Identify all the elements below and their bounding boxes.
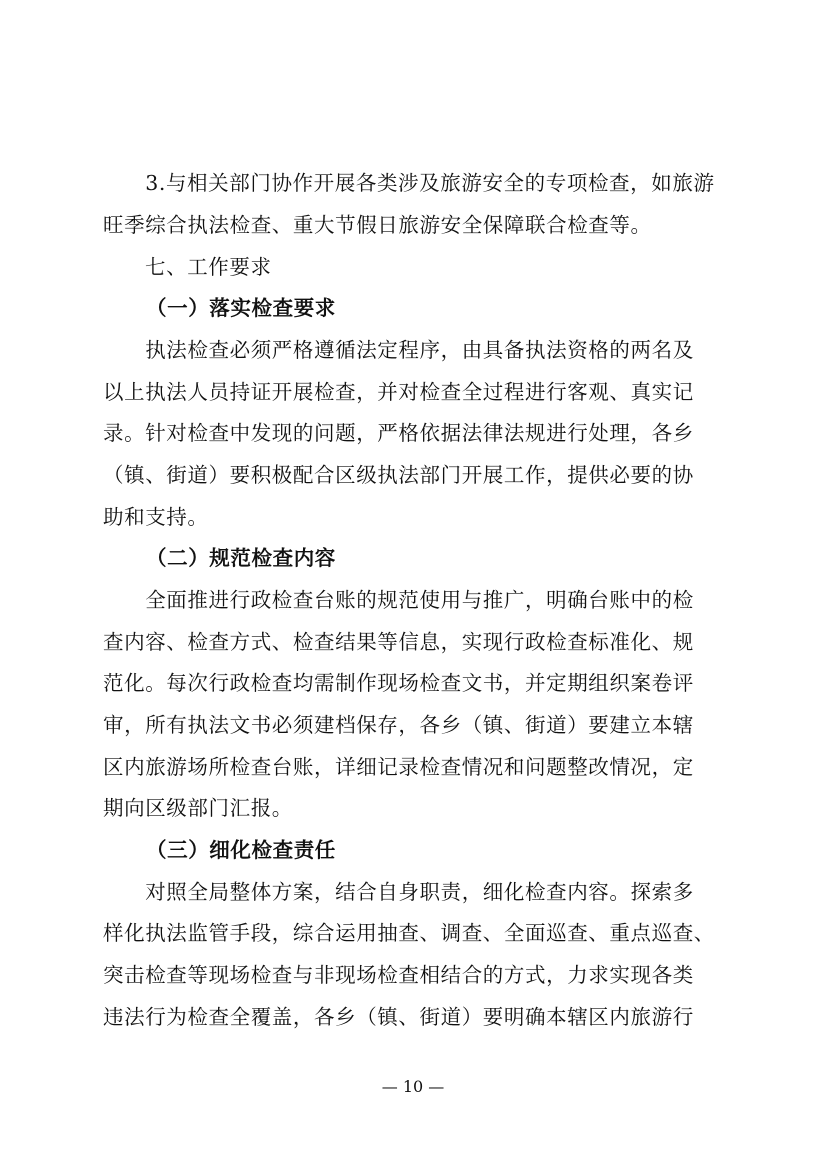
paragraph-line: 旺季综合执法检查、重大节假日旅游安全保障联合检查等。 bbox=[103, 213, 652, 237]
paragraph-line: 突击检查等现场检查与非现场检查相结合的方式，力求实现各类 bbox=[103, 963, 694, 987]
paragraph-line: 执法检查必须严格遵循法定程序，由具备执法资格的两名及 bbox=[103, 338, 694, 362]
paragraph-line: （镇、街道）要积极配合区级执法部门开展工作，提供必要的协 bbox=[103, 463, 694, 487]
page-number: — 10 — bbox=[381, 1077, 445, 1096]
paragraph-line: 范化。每次行政检查均需制作现场检查文书，并定期组织案卷评 bbox=[103, 671, 694, 695]
paragraph-line: 3.与相关部门协作开展各类涉及旅游安全的专项检查，如旅游 bbox=[103, 171, 715, 195]
paragraph-line: 助和支持。 bbox=[103, 505, 209, 529]
paragraph-line: 录。针对检查中发现的问题，严格依据法律法规进行处理，各乡 bbox=[103, 421, 694, 445]
section-heading: 七、工作要求 bbox=[145, 255, 272, 279]
paragraph-line: 审，所有执法文书必须建档保存，各乡（镇、街道）要建立本辖 bbox=[103, 713, 694, 737]
paragraph-line: 以上执法人员持证开展检查，并对检查全过程进行客观、真实记 bbox=[103, 380, 694, 404]
paragraph-line: 违法行为检查全覆盖，各乡（镇、街道）要明确本辖区内旅游行 bbox=[103, 1005, 694, 1029]
paragraph-line: 期向区级部门汇报。 bbox=[103, 796, 293, 820]
paragraph-line: 全面推进行政检查台账的规范使用与推广，明确台账中的检 bbox=[103, 588, 694, 612]
subsection-heading: （三）细化检查责任 bbox=[146, 838, 336, 862]
paragraph-line: 对照全局整体方案，结合自身职责，细化检查内容。探索多 bbox=[103, 880, 694, 904]
paragraph-line: 区内旅游场所检查台账，详细记录检查情况和问题整改情况，定 bbox=[103, 755, 694, 779]
subsection-heading: （二）规范检查内容 bbox=[146, 546, 336, 570]
paragraph-line: 样化执法监管手段，综合运用抽查、调查、全面巡查、重点巡查、 bbox=[103, 921, 715, 945]
subsection-heading: （一）落实检查要求 bbox=[146, 296, 336, 320]
paragraph-line: 查内容、检查方式、检查结果等信息，实现行政检查标准化、规 bbox=[103, 630, 694, 654]
